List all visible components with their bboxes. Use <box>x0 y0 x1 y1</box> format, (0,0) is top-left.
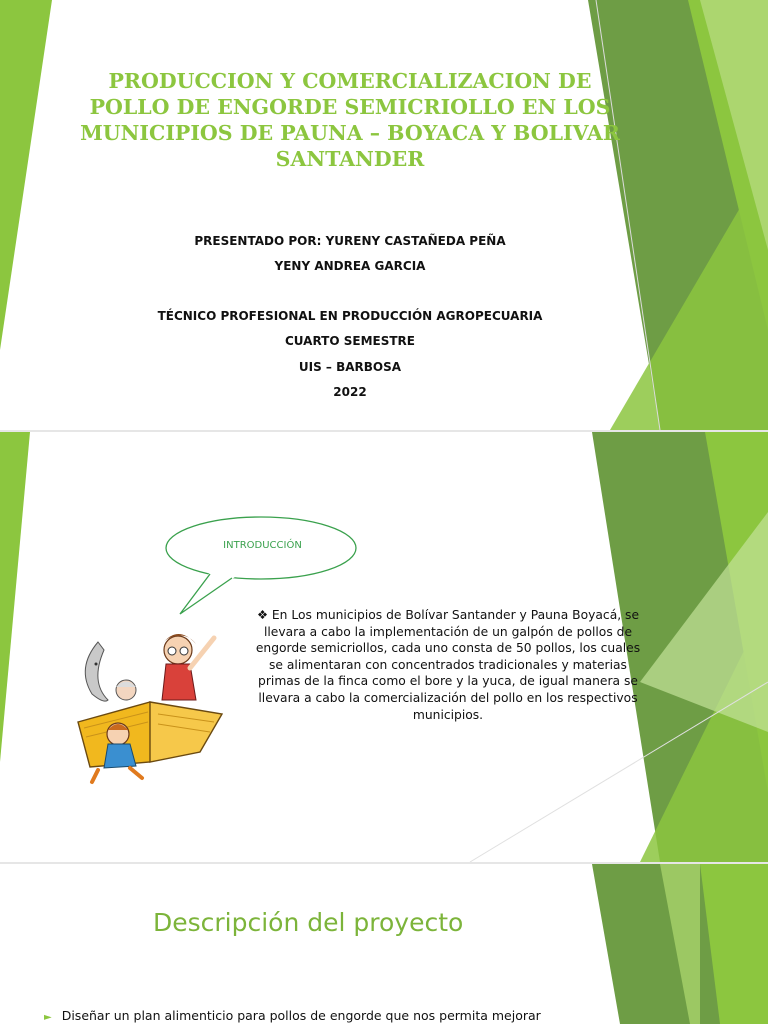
presentation-title: PRODUCCION Y COMERCIALIZACION DE POLLO DE ENGORDE SEMICRIOLLO EN LOS MUNICIPIOS DE PAUNA – BOYACA Y BOLIVAR SANTANDER <box>80 69 620 171</box>
slide-3 <box>0 864 768 1024</box>
intro-text: En Los municipios de Bolívar Santander y Pauna Boyacá, se llevara a cabo la implementación de un galpón de pollos de engorde semicriollos, cada uno consta de 50 pollos, los cuales se alimentaran con concentrados tradicionales y materias primas de la finca como el bore y la yuca, de igual manera se llevara a cabo la comercialización del pollo en los respectivos municipios. <box>255 608 641 722</box>
year: 2022 <box>333 385 367 399</box>
presenter-line: PRESENTADO POR: YURENY CASTAÑEDA PEÑA <box>194 234 506 248</box>
slide-1 <box>0 0 768 430</box>
left-accent-shape <box>0 0 52 350</box>
semester: CUARTO SEMESTRE <box>285 334 415 348</box>
slide-3-decoration <box>0 864 768 1024</box>
bullet-item <box>44 1008 644 1023</box>
left-accent-shape <box>0 432 30 762</box>
program-name: TÉCNICO PROFESIONAL EN PRODUCCIÓN AGROPECUARIA <box>157 309 543 323</box>
intro-bubble-label: INTRODUCCIÓN <box>223 540 302 551</box>
slide-2 <box>0 432 768 862</box>
diamond-bullet-icon: ❖ <box>256 608 268 622</box>
intro-paragraph <box>248 607 648 723</box>
bullet-text: Diseñar un plan alimenticio para pollos de engorde que nos permita mejorar <box>61 1008 541 1023</box>
section-heading: Descripción del proyecto <box>153 908 464 937</box>
reading-kids-illustration <box>78 634 222 782</box>
presenter-2: YENY ANDREA GARCIA <box>274 259 426 273</box>
arrow-bullet-icon: ► <box>44 1012 52 1023</box>
campus: UIS – BARBOSA <box>298 360 402 374</box>
